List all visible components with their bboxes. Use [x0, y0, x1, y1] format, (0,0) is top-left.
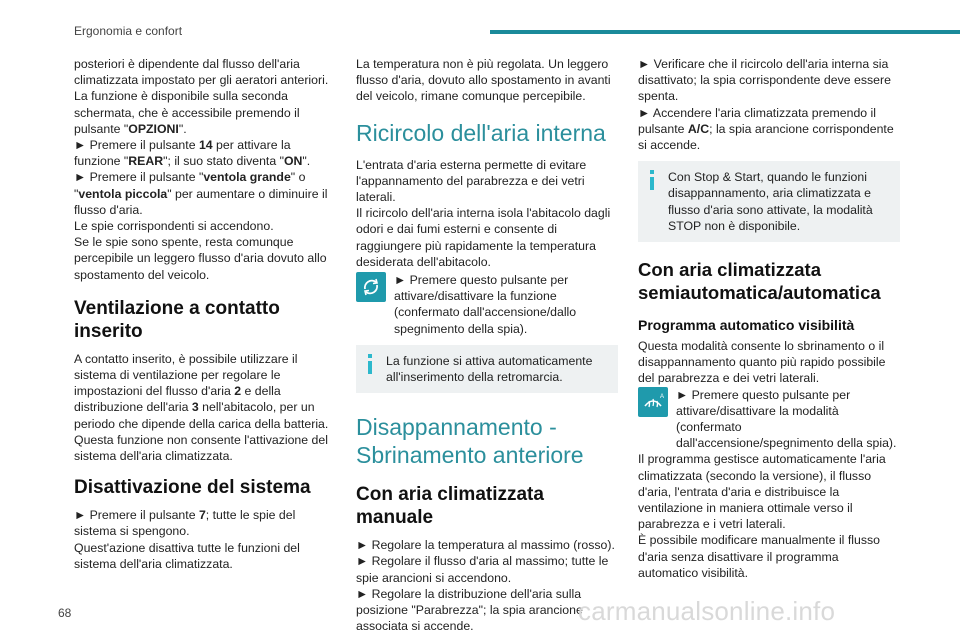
note-text: La funzione si attiva automaticamente all'inserimento della retromarcia.	[386, 353, 593, 385]
paragraph: ► Premere questo pulsante per attivare/disattivare la modalità (confermato dall'accensione/spegnimento della spia).	[676, 387, 897, 451]
note-text: Con Stop & Start, quando le funzioni disappannamento, aria climatizzata e flusso d'aria sono attivate, la modalità STOP non è disponibile.	[668, 170, 873, 233]
paragraph: ► Verificare che il ricircolo dell'aria interna sia disattivato; la spia corrispondente deve essere spenta.	[638, 57, 891, 104]
header-accent-bar	[490, 30, 960, 34]
column-3	[638, 56, 900, 581]
paragraph: Le spie corrispondenti si accendono.	[74, 219, 274, 234]
paragraph: L'entrata d'aria esterna permette di evitare l'appannamento del parabrezza e dei vetri laterali.	[356, 157, 587, 205]
info-note	[638, 161, 900, 242]
paragraph: ► Accendere l'aria climatizzata premendo il pulsante A/C; la spia arancione corrispondente si accende.	[638, 105, 894, 153]
paragraph: A contatto inserito, è possibile utilizzare il sistema di ventilazione per regolare le impostazioni del flusso d'aria 2 e della distribuzione dell'aria 3 nell'abitacolo, per un periodo che dipende della carica della batteria. Questa funzione non consente l'attivazione del sistema dell'aria climatizzata.	[74, 351, 329, 464]
heading-programma-visibilita: Programma automatico visibilità	[638, 317, 855, 334]
heading-disattivazione: Disattivazione del sistema	[74, 477, 311, 499]
heading-ricircolo: Ricircolo dell'aria interna	[356, 119, 606, 146]
paragraph: ► Premere il pulsante 7; tutte le spie del sistema si spengono.	[74, 508, 296, 539]
svg-text:A: A	[660, 393, 665, 400]
page-header-title: Ergonomia e confort	[74, 24, 183, 38]
heading-aria-manuale: Con aria climatizzata manuale	[356, 484, 544, 529]
paragraph: ► Regolare il flusso d'aria al massimo; tutte le spie arancioni si accendono.	[356, 554, 609, 585]
paragraph: ► Regolare la distribuzione dell'aria sulla posizione "Parabrezza"; la spia arancione associata si accende.	[356, 586, 583, 634]
recirculation-button-icon	[356, 272, 386, 302]
paragraph: Quest'azione disattiva tutte le funzioni del sistema dell'aria climatizzata.	[74, 540, 300, 571]
watermark: carmanualsonline.info	[578, 596, 836, 626]
column-2	[356, 56, 618, 634]
heading-ventilazione: Ventilazione a contatto inserito	[74, 297, 280, 342]
paragraph: posteriori è dipendente dal flusso dell'aria climatizzata impostato per gli aeratori anteriori. La funzione è disponibile sulla seconda schermata, che è accessibile premendo il pulsante "OPZIONI".	[74, 57, 329, 136]
paragraph: La temperatura non è più regolata. Un leggero flusso d'aria, dovuto allo spostamento in avanti del veicolo, rimane comunque percepibile.	[356, 57, 611, 104]
paragraph: ► Regolare la temperatura al massimo (rosso).	[356, 538, 615, 553]
paragraph: ► Premere il pulsante "ventola grande" o "ventola piccola" per aumentare o diminuire il flusso d'aria.	[74, 170, 328, 217]
paragraph: Se le spie sono spente, resta comunque percepibile un leggero flusso d'aria dovuto allo spostamento del veicolo.	[74, 235, 327, 282]
page-number: 68	[58, 606, 72, 620]
paragraph: È possibile modificare manualmente il flusso d'aria senza disattivare il programma automatico visibilità.	[638, 533, 880, 580]
paragraph: Il ricircolo dell'aria interna isola l'abitacolo dagli odori e dai fumi esterni e consente di raggiungere più rapidamente la temperatura desiderata dell'abitacolo.	[356, 206, 611, 269]
info-note	[356, 345, 618, 393]
heading-aria-automatica: Con aria climatizzata semiautomatica/automatica	[638, 259, 881, 304]
column-1	[74, 56, 336, 572]
paragraph: ► Premere il pulsante 14 per attivare la funzione "REAR"; il suo stato diventa "ON".	[74, 138, 311, 169]
visibility-instruction	[638, 387, 900, 452]
info-icon	[650, 170, 654, 190]
paragraph: ► Premere questo pulsante per attivare/disattivare la funzione (confermato dall'accensione/dallo spegnimento della spia).	[394, 273, 577, 336]
defrost-button-icon	[638, 387, 668, 417]
recirculation-instruction	[356, 272, 618, 337]
paragraph: Questa modalità consente lo sbrinamento o il disappannamento quanto più rapido possibile del parabrezza e dei vetri laterali.	[638, 339, 886, 386]
paragraph: Il programma gestisce automaticamente l'aria climatizzata (secondo la versione), il flusso d'aria, l'entrata d'aria e distribuisce la ventilazione in maniera ottimale verso il parabrezza e i vetri laterali.	[638, 452, 886, 532]
heading-disappannamento: Disappannamento - Sbrinamento anteriore	[356, 414, 584, 469]
info-icon	[368, 354, 372, 374]
